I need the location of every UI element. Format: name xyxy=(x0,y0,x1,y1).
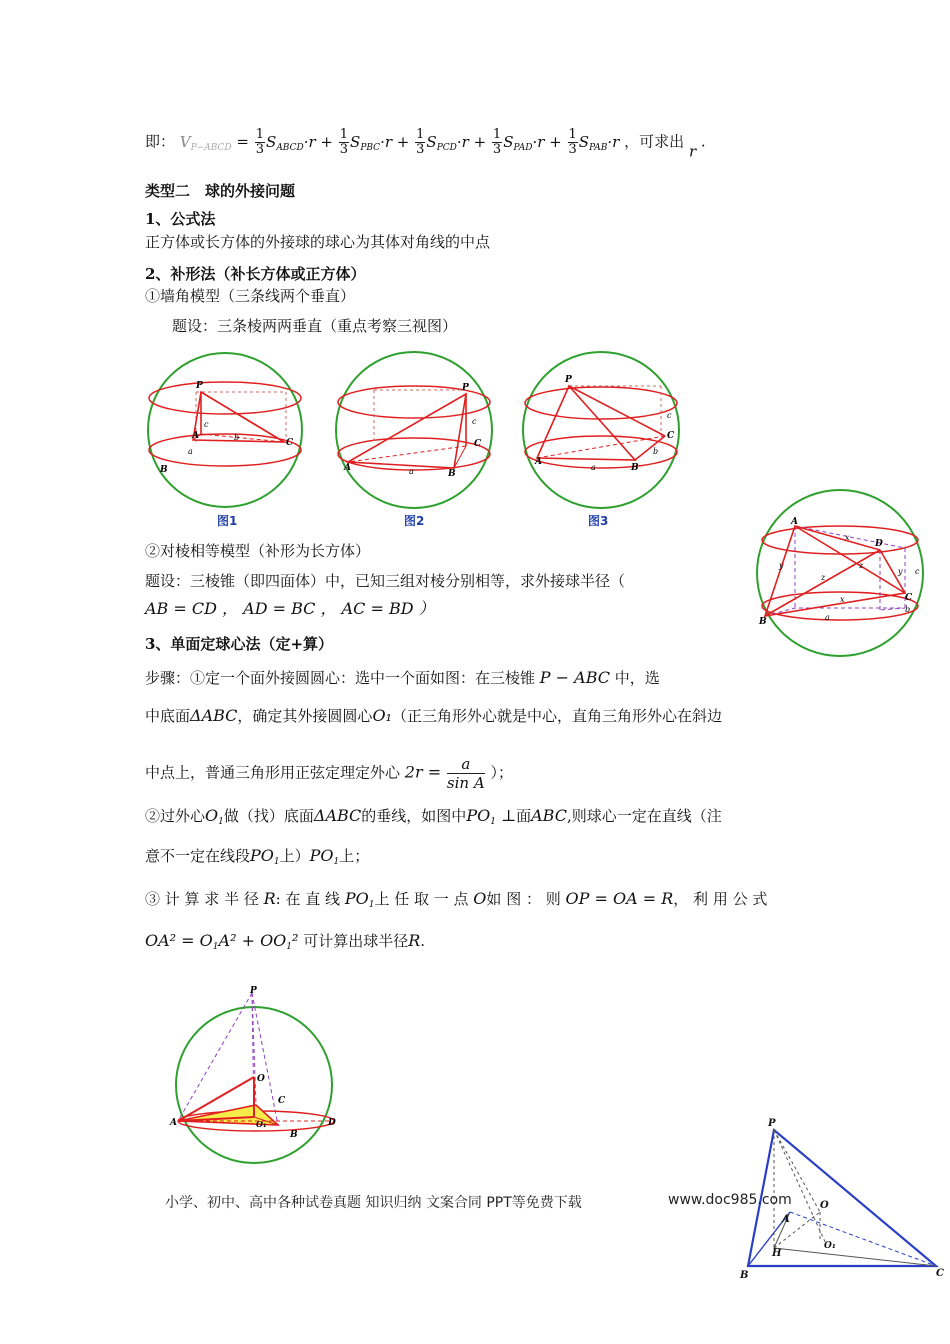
area-term-pbc: PBC xyxy=(360,142,381,153)
a-over-sinA: $\frac{a}{\text{sin A}}$ xyxy=(446,755,485,792)
subheading-opposite-edges: ②对棱相等模型（补形为长方体） xyxy=(145,542,371,560)
heading-completion-method: 2、补形法（补长方体或正方体） xyxy=(145,265,366,283)
svg-text:c: c xyxy=(472,417,477,426)
svg-text:D: D xyxy=(875,539,883,549)
svg-text:B: B xyxy=(759,617,767,627)
footer-url[interactable]: www.doc985.com xyxy=(668,1192,792,1208)
svg-text:a: a xyxy=(591,463,596,472)
step-3-line-b: $OA^2 = O_1A^2 + OO_1^2$ 可计算出球半径R. xyxy=(145,931,426,952)
svg-text:C: C xyxy=(278,1096,286,1106)
fraction-1-3: $\frac{1}{3}$ xyxy=(416,127,425,157)
opposite-edges-equations: AB = CD ， AD = BC ， AC = BD ） xyxy=(145,599,435,618)
svg-text:A: A xyxy=(344,463,351,473)
sine-law-formula: 2r = xyxy=(404,762,442,782)
svg-text:P: P xyxy=(768,1118,776,1129)
step-1-line-a: 步骤：①定一个面外接圆圆心：选中一个面如图：在三棱锥 P − ABC 中，选 xyxy=(145,668,660,687)
svg-text:c: c xyxy=(915,567,920,576)
step-3-line-a: ③ 计 算 求 半 径 R: 在 直 线 $PO_1$上 任 取 一 点 O如 图 ： 则 OP = OA = R， 利 用 公 式 xyxy=(145,889,768,910)
svg-text:P: P xyxy=(565,375,572,385)
svg-text:y: y xyxy=(779,561,784,570)
svg-text:B: B xyxy=(740,1270,749,1281)
svg-text:a: a xyxy=(409,467,414,476)
subheading-wall-corner: ①墙角模型（三条线两个垂直） xyxy=(145,287,356,305)
step-1-line-b: 中底面ΔABC，确定其外接圆圆心O₁（正三角形外心就是中心，直角三角形外心在斜边 xyxy=(145,706,722,725)
svg-text:z: z xyxy=(859,561,864,570)
svg-text:A: A xyxy=(170,1118,177,1128)
svg-text:B: B xyxy=(290,1130,298,1140)
heading-single-face-method: 3、单面定球心法（定+算） xyxy=(145,635,334,653)
label-a-edge: a xyxy=(188,447,193,456)
figure-2-sphere xyxy=(334,350,494,510)
area-term-abcd: ABCD xyxy=(276,142,304,153)
svg-text:O₁: O₁ xyxy=(256,1119,267,1129)
svg-text:C: C xyxy=(936,1268,944,1279)
svg-text:b: b xyxy=(653,447,659,456)
heading-formula-method: 1、公式法 xyxy=(145,210,216,228)
area-term-pcd: PCD xyxy=(436,142,457,153)
svg-text:O₁: O₁ xyxy=(824,1241,836,1251)
pythagorean-formula: $OA^2 = O_1A^2 + OO_1^2$ xyxy=(145,931,299,952)
label-b: B xyxy=(160,465,168,475)
label-b-edge: b xyxy=(234,433,240,442)
volume-symbol: $V_{P-ABCD}$ xyxy=(179,132,232,153)
svg-text:y: y xyxy=(898,567,903,576)
svg-text:x: x xyxy=(845,533,850,542)
tetrahedron-symbol: P − ABC xyxy=(539,668,610,687)
footer-text: 小学、初中、高中各种试卷真题 知识归纳 文案合同 PPT等免费下载 xyxy=(165,1195,582,1211)
paragraph-formula-method: 正方体或长方体的外接球的球心为其体对角线的中点 xyxy=(145,233,491,251)
label-a: A xyxy=(192,431,199,441)
svg-text:C: C xyxy=(667,431,675,441)
svg-text:B: B xyxy=(631,463,639,473)
figure-3-sphere xyxy=(521,348,681,508)
figure-3-caption: 图3 xyxy=(588,514,609,528)
label-c: C xyxy=(286,438,294,448)
svg-text:P: P xyxy=(462,383,469,393)
svg-text:z: z xyxy=(821,573,826,582)
triangle-symbol: ΔABC xyxy=(190,706,238,725)
step-2-line-a: ②过外心$O_1$做（找）底面ΔABC的垂线，如图中$PO_1$ ⊥面ABC,则球心一定在直线（注 xyxy=(145,806,722,827)
opposite-edges-sphere xyxy=(755,488,925,658)
svg-text:A: A xyxy=(535,457,542,467)
fraction-1-3: $\frac{1}{3}$ xyxy=(492,127,502,157)
figure-1-caption: 图1 xyxy=(217,514,238,528)
opposite-edges-setup: 题设：三棱锥（即四面体）中，已知三组对棱分别相等，求外接球半径（ xyxy=(145,572,626,590)
svg-text:b: b xyxy=(905,605,911,614)
fraction-1-3: $\frac{1}{3}$ xyxy=(255,127,265,157)
label-c-edge: c xyxy=(204,420,209,429)
fraction-1-3: $\frac{1}{3}$ xyxy=(339,127,349,157)
svg-text:c: c xyxy=(667,411,672,420)
svg-text:A: A xyxy=(791,517,798,527)
step-1-line-c: 中点上，普通三角形用正弦定理定外心 2r = $\frac{a}{\text{sin A}}$ ）； xyxy=(145,755,513,792)
fraction-1-3: $\frac{1}{3}$ xyxy=(568,127,577,157)
svg-text:A: A xyxy=(782,1214,790,1225)
figure-2-caption: 图2 xyxy=(404,514,425,528)
svg-text:P: P xyxy=(250,986,257,996)
svg-text:O: O xyxy=(820,1200,829,1211)
area-term-pad: PAD xyxy=(513,142,533,153)
formula-lead: 即： xyxy=(145,132,176,151)
svg-text:a: a xyxy=(825,613,830,622)
formula-tail: ，可求出 xyxy=(624,132,685,151)
svg-text:C: C xyxy=(474,439,482,449)
svg-text:O: O xyxy=(257,1074,265,1084)
area-term-pab: PAB xyxy=(589,142,608,153)
figure-1-sphere xyxy=(146,352,306,512)
circumcenter-o1: O₁ xyxy=(372,706,392,725)
label-p: P xyxy=(196,381,203,391)
svg-text:H: H xyxy=(772,1248,782,1259)
svg-text:D: D xyxy=(328,1118,336,1128)
single-face-sphere-figure xyxy=(166,985,346,1165)
radius-letter: r xyxy=(688,142,697,161)
svg-text:x: x xyxy=(840,595,845,604)
section-title: 类型二 球的外接问题 xyxy=(145,182,296,200)
svg-text:C: C xyxy=(905,593,913,603)
svg-text:B: B xyxy=(448,469,456,479)
volume-formula-line: 即： $V_{P-ABCD}$ = $\frac{1}{3}$ $S_{ABCD}\cdot r$ + $\frac{1}{3}$ $S_{PBC}\cdot r$ + $\frac{1}{3}$ $S_{PCD}\cdot r$ + $\frac{1}{3}$ $S_{PAD}\cdot r$ + $\frac{1}{3}$ $S_{PAB}\cdot r$ ，可求出 r . xyxy=(145,127,706,161)
step-2-line-b: 意不一定在线段$PO_1$上）$PO_1$上； xyxy=(145,846,370,867)
wall-corner-setup: 题设：三条棱两两垂直（重点考察三视图） xyxy=(172,317,458,335)
